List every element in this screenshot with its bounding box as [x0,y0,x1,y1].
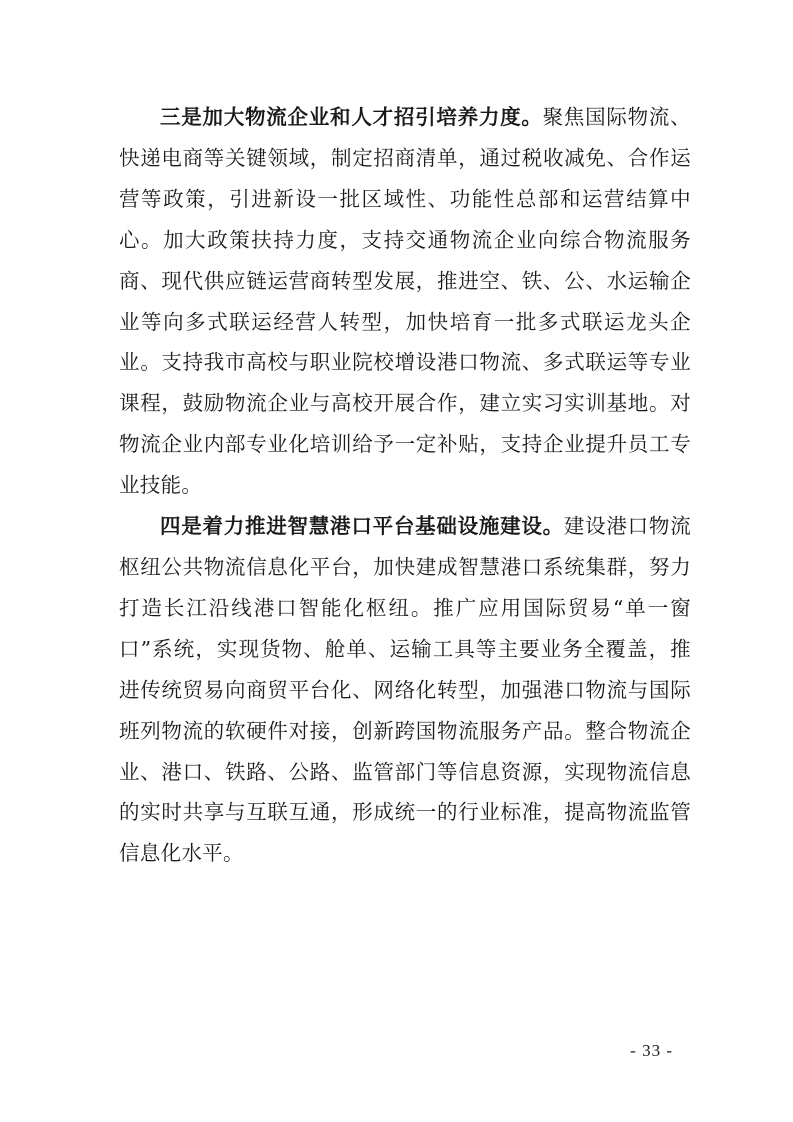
document-body [119,97,691,874]
paragraph-smart-port [119,506,691,874]
paragraph-lead-heading: 四是着力推进智慧港口平台基础设施建设。 [160,514,564,539]
paragraph-lead-heading: 三是加大物流企业和人才招引培养力度。 [160,105,543,129]
page-number: - 33 - [630,1041,673,1060]
paragraph-body-text: 建设港口物流枢纽公共物流信息化平台，加快建成智慧港口系统集群，努力打造长江沿线港口智能化枢纽。推广应用国际贸易“单一窗口”系统，实现货物、舱单、运输工具等主要业务全覆盖，推进传统贸易向商贸平台化、网络化转型，加强港口物流与国际班列物流的软硬件对接，创新跨国物流服务产品。整合物流企业、港口、铁路、公路、监管部门等信息资源，实现物流信息的实时共享与互联互通，形成统一的行业标准，提高物流监管信息化水平。 [119,514,691,866]
paragraph-talent-recruitment [119,97,691,506]
paragraph-body-text: 聚焦国际物流、快递电商等关键领域，制定招商清单，通过税收减免、合作运营等政策，引进新设一批区域性、功能性总部和运营结算中心。加大政策扶持力度，支持交通物流企业向综合物流服务商、现代供应链运营商转型发展，推进空、铁、公、水运输企业等向多式联运经营人转型，加快培育一批多式联运龙头企业。支持我市高校与职业院校增设港口物流、多式联运等专业课程，鼓励物流企业与高校开展合作，建立实习实训基地。对物流企业内部专业化培训给予一定补贴，支持企业提升员工专业技能。 [119,105,691,498]
